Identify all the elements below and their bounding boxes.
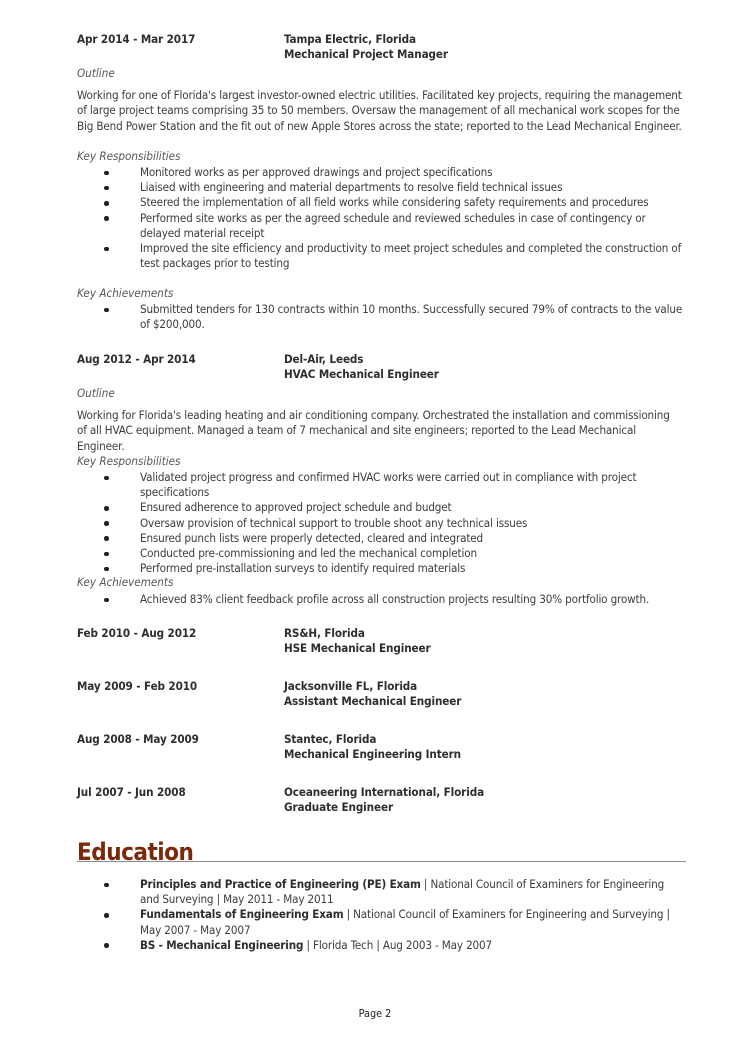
list-item: Steered the implementation of all field works while considering safety requirements and procedures (0, 195, 685, 210)
list-item: Conducted pre-commissioning and led the mechanical completion (0, 546, 685, 561)
list-item: Performed site works as per the agreed schedule and reviewed schedules in case of contingency or delayed material receipt (0, 211, 685, 241)
bullet-icon (104, 552, 109, 557)
bullet-icon (104, 536, 109, 541)
list-item: Monitored works as per approved drawings and project specifications (0, 165, 685, 180)
job-header (77, 32, 697, 66)
bullet-icon (104, 567, 109, 572)
list-item: Ensured punch lists were properly detected, cleared and integrated (0, 531, 685, 546)
bullet-icon (104, 171, 109, 176)
job-company: Oceaneering International, Florida (284, 785, 485, 799)
education-details: | National Council of Examiners for Engineering and Surveying | May 2007 - May 2007 (140, 907, 670, 937)
bullet-icon (104, 883, 109, 888)
bullet-icon (104, 506, 109, 511)
responsibilities-label: Key Responsibilities (77, 454, 181, 468)
job-company-title (284, 352, 439, 382)
list-item: Improved the site efficiency and productivity to meet project schedules and completed the construction of test packages prior to testing (0, 241, 685, 271)
achievements-label: Key Achievements (77, 575, 174, 589)
bullet-icon (104, 598, 109, 603)
job-title: Graduate Engineer (284, 800, 393, 814)
job-company: Del-Air, Leeds (284, 352, 364, 366)
achievements-label: Key Achievements (77, 286, 174, 300)
job-date: Aug 2008 - May 2009 (77, 732, 199, 746)
job-company-title (284, 732, 461, 762)
education-list (0, 877, 750, 953)
job-header (77, 626, 697, 660)
bullet-icon (104, 247, 109, 252)
job-title: Mechanical Project Manager (284, 47, 448, 61)
job-header (77, 352, 697, 386)
job-company: RS&H, Florida (284, 626, 365, 640)
bullet-icon (104, 943, 109, 948)
list-item: Submitted tenders for 130 contracts within 10 months. Successfully secured 79% of contracts to the value of $200,000. (0, 302, 685, 332)
job-date: Feb 2010 - Aug 2012 (77, 626, 197, 640)
job-company-title (284, 679, 461, 709)
job-header (77, 785, 697, 819)
achievements-list (0, 302, 750, 332)
job-date: Jul 2007 - Jun 2008 (77, 785, 186, 799)
job-outline: Working for one of Florida's largest investor-owned electric utilities. Facilitated key projects, requiring the management of large project teams comprising 35 to 50 members. Oversaw the management of all mechanical work scopes for the Big Bend Power Station and the fit out of new Apple Stores across the state; reported to the Lead Mechanical Engineer. (77, 88, 682, 133)
job-company: Jacksonville FL, Florida (284, 679, 418, 693)
bullet-icon (104, 216, 109, 221)
section-divider (77, 861, 686, 862)
job-title: HVAC Mechanical Engineer (284, 367, 439, 381)
responsibilities-list (0, 165, 750, 271)
bullet-icon (104, 521, 109, 526)
job-date: May 2009 - Feb 2010 (77, 679, 198, 693)
outline-label: Outline (77, 386, 115, 400)
bullet-icon (104, 308, 109, 313)
job-date: Apr 2014 - Mar 2017 (77, 32, 196, 46)
outline-label: Outline (77, 66, 115, 80)
page-number: Page 2 (358, 1007, 392, 1020)
job-header (77, 732, 697, 766)
list-item: Achieved 83% client feedback profile across all construction projects resulting 30% portfolio growth. (0, 592, 685, 607)
job-outline: Working for Florida's leading heating and air conditioning company. Orchestrated the installation and commissioning of all HVAC equipment. Managed a team of 7 mechanical and site engineers; reported to the Lead Mechanical Engineer. (77, 408, 670, 453)
job-company-title (284, 32, 448, 62)
job-company-title (284, 785, 484, 815)
list-item (0, 907, 685, 937)
job-header (77, 679, 697, 713)
job-date: Aug 2012 - Apr 2014 (77, 352, 196, 366)
job-title: Mechanical Engineering Intern (284, 747, 461, 761)
bullet-icon (104, 476, 109, 481)
list-item: Oversaw provision of technical support to trouble shoot any technical issues (0, 516, 685, 531)
job-company-title (284, 626, 431, 656)
section-heading-education: Education (77, 838, 194, 866)
job-title: HSE Mechanical Engineer (284, 641, 431, 655)
achievements-list (0, 592, 750, 607)
job-company: Tampa Electric, Florida (284, 32, 416, 46)
list-item: Liaised with engineering and material departments to resolve field technical issues (0, 180, 685, 195)
list-item: Ensured adherence to approved project schedule and budget (0, 500, 685, 515)
bullet-icon (104, 186, 109, 191)
education-degree: Fundamentals of Engineering Exam (140, 907, 344, 922)
education-degree: Principles and Practice of Engineering (PE) Exam (140, 877, 421, 891)
education-degree: BS - Mechanical Engineering (140, 937, 304, 952)
education-details: | National Council of Examiners for Engineering and Surveying | May 2011 - May 2011 (140, 877, 665, 907)
job-company: Stantec, Florida (284, 732, 377, 746)
list-item: Performed pre-installation surveys to identify required materials (0, 561, 685, 576)
list-item: Validated project progress and confirmed HVAC works were carried out in compliance with project specifications (0, 470, 685, 500)
job-title: Assistant Mechanical Engineer (284, 694, 462, 708)
responsibilities-label: Key Responsibilities (77, 149, 181, 163)
list-item (0, 877, 685, 907)
responsibilities-list (0, 470, 750, 576)
education-details: | Florida Tech | Aug 2003 - May 2007 (303, 937, 493, 952)
bullet-icon (104, 201, 109, 206)
list-item (0, 938, 685, 953)
bullet-icon (104, 913, 109, 918)
